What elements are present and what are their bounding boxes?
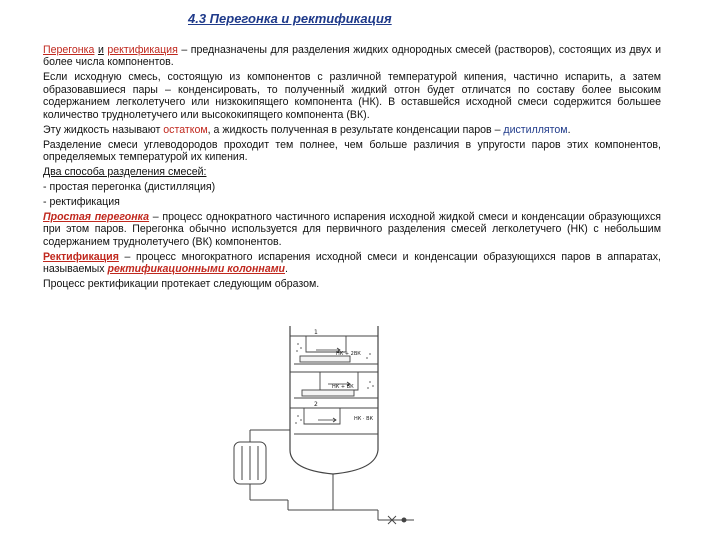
heat-exchanger <box>234 430 290 500</box>
methods-heading <box>43 166 661 178</box>
paragraph-residue <box>43 124 661 136</box>
paragraph-intro-text: – предназначены для разделения жидких однородных смесей (растворов), состоящих из двух и более числа компонентов. <box>43 44 661 69</box>
term-distillate: дистиллятом <box>503 123 568 136</box>
conjunction: и <box>97 44 104 56</box>
rectification-text: – процесс многократного испарения исходной смеси и конденсации образующихся паров в аппаратах, называемых <box>43 250 661 276</box>
paragraph-simple-distillation <box>43 211 661 248</box>
term-distillation: Перегонка <box>43 44 95 56</box>
simple-distillation-text: – процесс однократного частичного испарения исходной жидкой смеси и конденсации образующихся при этом паров. Перегонка обычно используется для первичного разделения смесей легколетучего (НК) с небольшим содержанием труднолетучего (ВК) компонентов. <box>43 211 661 248</box>
rectification-text-end: . <box>285 263 288 276</box>
marker-1: 1 <box>314 329 318 336</box>
method-simple: - простая перегонка (дистилляция) <box>43 181 216 194</box>
residue-text-end: . <box>567 123 571 136</box>
residue-text-mid: , а жидкость полученная в результате конденсации паров – <box>207 123 504 136</box>
term-simple-distillation: Простая перегонка <box>43 211 150 224</box>
marker-2: 2 <box>314 401 318 408</box>
label-top: НК + 2ВК <box>336 351 361 357</box>
rectification-column-diagram <box>228 324 424 530</box>
paragraph-intro <box>43 44 661 69</box>
paragraph-evaporation: Если исходную смесь, состоящую из компонентов с различной температурой кипения, частично испарить, а затем образовавшиеся пары – конденсировать, то полученный жидкий отгон будет отличатся по составу более высоким содержанием легколетучего или низкокипящего компонента (НК). В оставшейся исходной смеси содержится большее количество труднолетучего или высококипящего компонента (ВК). <box>43 71 661 121</box>
methods-heading-text: Два способа разделения смесей: <box>43 166 207 179</box>
page-title: 4.3 Перегонка и ректификация <box>188 11 392 26</box>
label-middle: НК + ВК <box>332 384 354 390</box>
paragraph-process: Процесс ректификации протекает следующим образом. <box>43 278 320 291</box>
term-rectification: ректификация <box>107 44 178 56</box>
method-rectification: - ректификация <box>43 196 120 209</box>
column-shell <box>290 326 378 474</box>
term-rectification-def: Ректификация <box>43 250 119 263</box>
paragraph-rectification <box>43 251 661 276</box>
paragraph-separation: Разделение смеси углеводородов проходит тем полнее, чем больше различия в упругости паров этих компонентов, определяемых температурой их кипения. <box>43 138 661 164</box>
term-residue: остатком <box>163 123 208 136</box>
term-rectification-columns: ректификационными колоннами <box>107 263 286 276</box>
bottom-piping <box>288 474 414 524</box>
residue-text: Эту жидкость называют <box>43 123 164 136</box>
label-bottom: НК · ВК <box>354 416 374 422</box>
document-body <box>43 44 661 293</box>
